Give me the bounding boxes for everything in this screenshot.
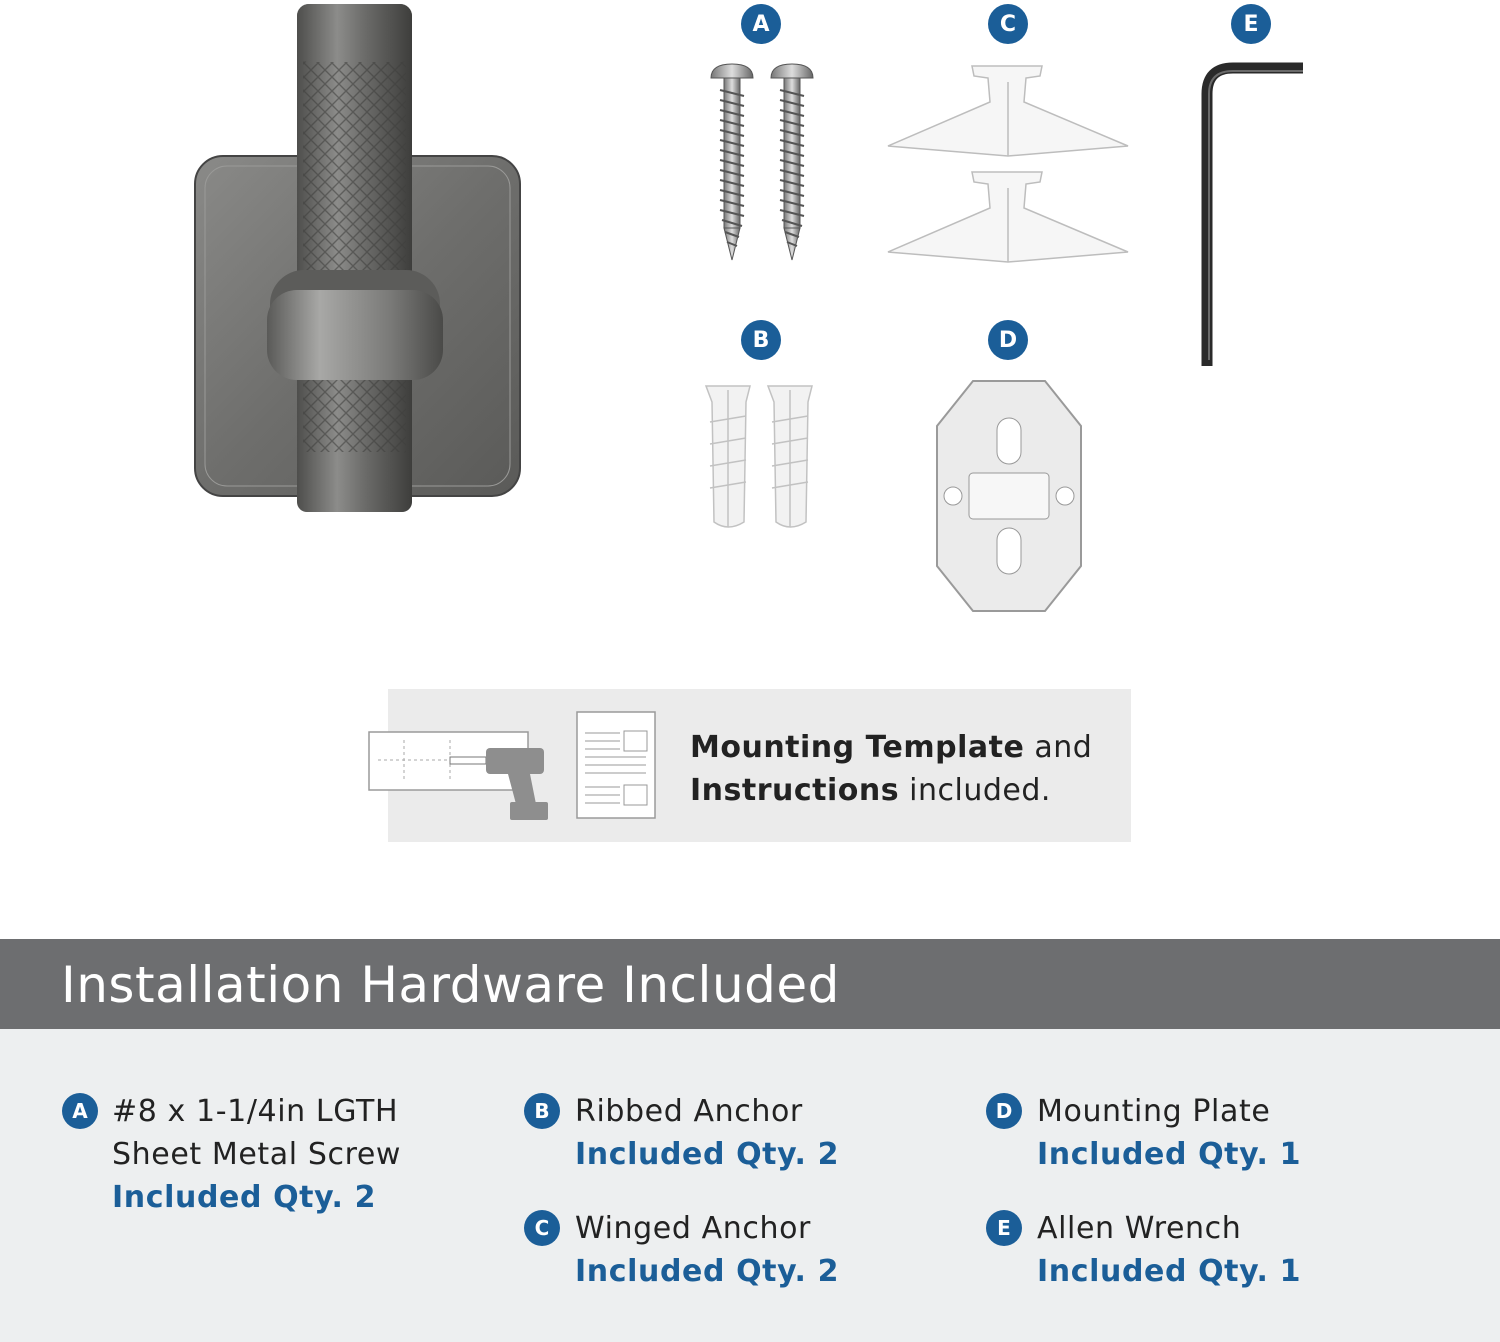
list-item-ribbed-anchor <box>575 1090 839 1176</box>
badge-b: B <box>741 320 781 360</box>
list-badge-c: C <box>524 1210 560 1246</box>
badge-c: C <box>988 4 1028 44</box>
drill-template-icon <box>368 730 550 822</box>
template-note-bold-1: Mounting Template <box>690 730 1025 765</box>
item-qty: Included Qty. 1 <box>1037 1137 1302 1172</box>
list-item-allen-wrench <box>1037 1207 1301 1293</box>
item-qty: Included Qty. 2 <box>575 1254 840 1289</box>
allen-wrench-image <box>1195 60 1310 372</box>
item-name: Allen Wrench <box>1037 1211 1242 1246</box>
item-name: Mounting Plate <box>1037 1094 1271 1129</box>
list-badge-b: B <box>524 1093 560 1129</box>
template-note-rest-2: included. <box>899 773 1051 808</box>
item-qty: Included Qty. 1 <box>1037 1254 1302 1289</box>
section-title: Installation Hardware Included <box>61 956 840 1014</box>
winged-anchors-image <box>878 62 1140 272</box>
list-badge-d: D <box>986 1093 1022 1129</box>
badge-d: D <box>988 320 1028 360</box>
mounting-template-note <box>690 726 1092 812</box>
screws-image <box>700 60 830 265</box>
list-item-mounting-plate <box>1037 1090 1301 1176</box>
item-qty: Included Qty. 2 <box>112 1180 377 1215</box>
instructions-document-icon <box>576 711 658 821</box>
list-item-screw <box>112 1090 401 1219</box>
item-name: #8 x 1-1/4in LGTH <box>112 1094 399 1129</box>
item-name: Winged Anchor <box>575 1211 811 1246</box>
list-item-winged-anchor <box>575 1207 839 1293</box>
item-name-line2: Sheet Metal Screw <box>112 1137 402 1172</box>
list-badge-e: E <box>986 1210 1022 1246</box>
item-qty: Included Qty. 2 <box>575 1137 840 1172</box>
ribbed-anchors-image <box>700 382 825 534</box>
list-badge-a: A <box>62 1093 98 1129</box>
item-name: Ribbed Anchor <box>575 1094 803 1129</box>
towel-hook-image <box>185 0 525 520</box>
badge-a: A <box>741 4 781 44</box>
template-note-bold-2: Instructions <box>690 773 900 808</box>
mounting-plate-image <box>933 378 1085 614</box>
badge-e: E <box>1231 4 1271 44</box>
template-note-rest-1: and <box>1024 730 1093 765</box>
